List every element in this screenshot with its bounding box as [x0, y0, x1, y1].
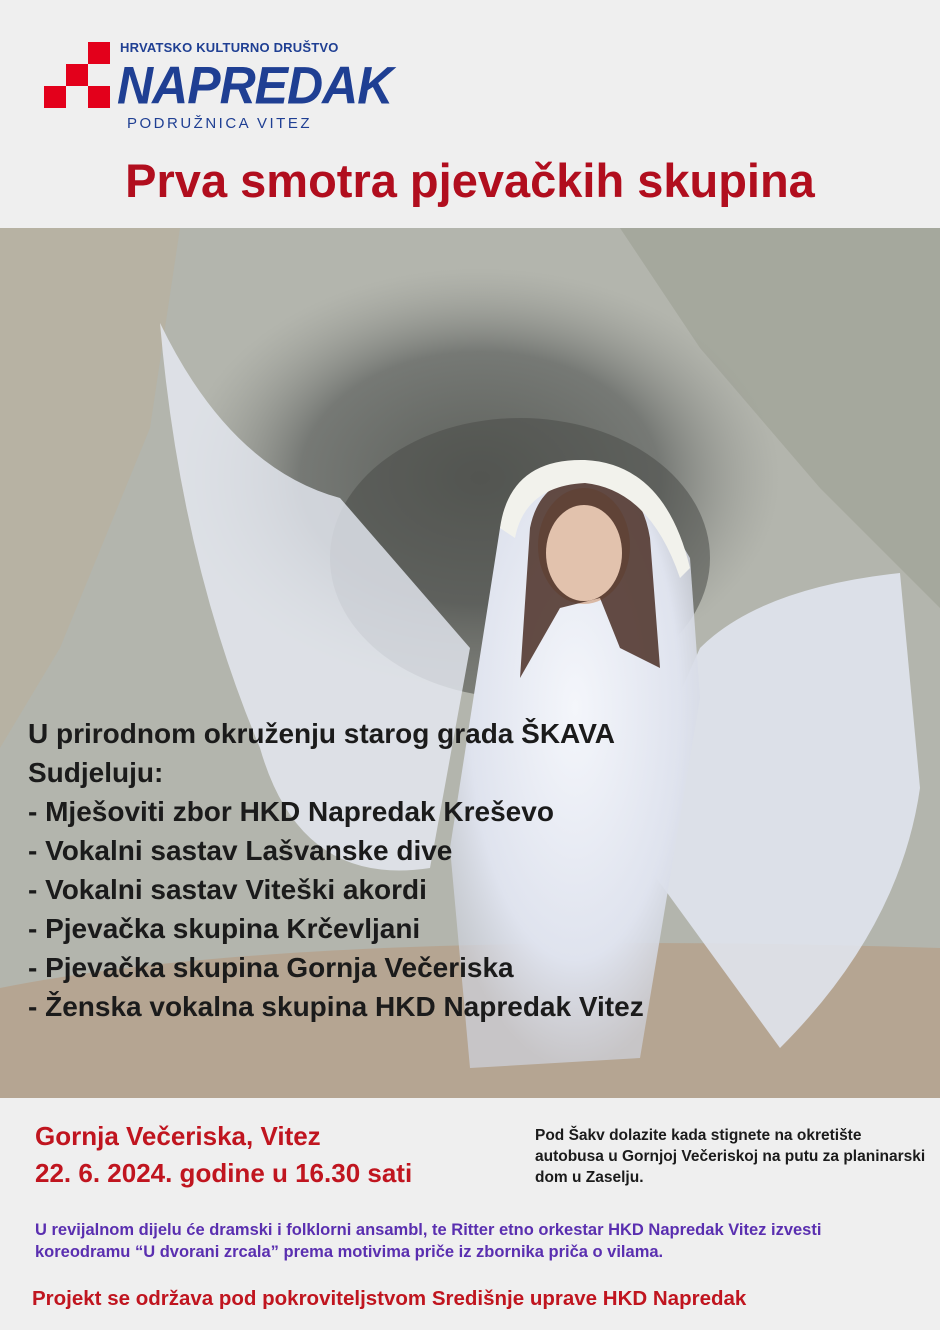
participant-item: - Vokalni sastav Viteški akordi	[28, 874, 427, 905]
event-directions: Pod Šakv dolazite kada stignete na okretište autobusa u Gornjoj Večeriskoj na putu za planinarski dom u Zaselju.	[535, 1127, 926, 1186]
participant-item: - Mješoviti zbor HKD Napredak Kreševo	[28, 796, 554, 827]
event-info	[35, 1118, 412, 1192]
participant-item: - Ženska vokalna skupina HKD Napredak Vitez	[28, 991, 644, 1022]
program-text	[28, 714, 644, 1026]
participant-item: - Pjevačka skupina Gornja Večeriska	[28, 952, 514, 983]
event-datetime: 22. 6. 2024. godine u 16.30 sati	[35, 1158, 413, 1188]
cave-photo	[0, 228, 940, 1098]
event-description: U revijalnom dijelu će dramski i folklorni ansambl, te Ritter etno orkestar HKD Napredak Vitez izvesti koreodramu “U dvorani zrcala” prema motivima priče iz zbornika priča o vilama.	[35, 1221, 822, 1261]
org-name: NAPREDAK	[117, 56, 393, 115]
program-intro: U prirodnom okruženju starog grada ŠKAVA	[28, 718, 616, 749]
event-location: Gornja Večeriska, Vitez	[35, 1121, 321, 1151]
participant-item: - Vokalni sastav Lašvanske dive	[28, 835, 453, 866]
header	[0, 0, 940, 228]
participant-item: - Pjevačka skupina Krčevljani	[28, 913, 421, 944]
checkerboard-logo-icon	[44, 42, 110, 108]
org-branch: PODRUŽNICA VITEZ	[127, 115, 313, 132]
page-title: Prva smotra pjevačkih skupina	[125, 154, 815, 207]
org-line: HRVATSKO KULTURNO DRUŠTVO	[120, 40, 339, 55]
sponsor-note: Projekt se održava pod pokroviteljstvom Središnje uprave HKD Napredak	[32, 1287, 747, 1310]
participants-label: Sudjeluju:	[28, 757, 164, 788]
